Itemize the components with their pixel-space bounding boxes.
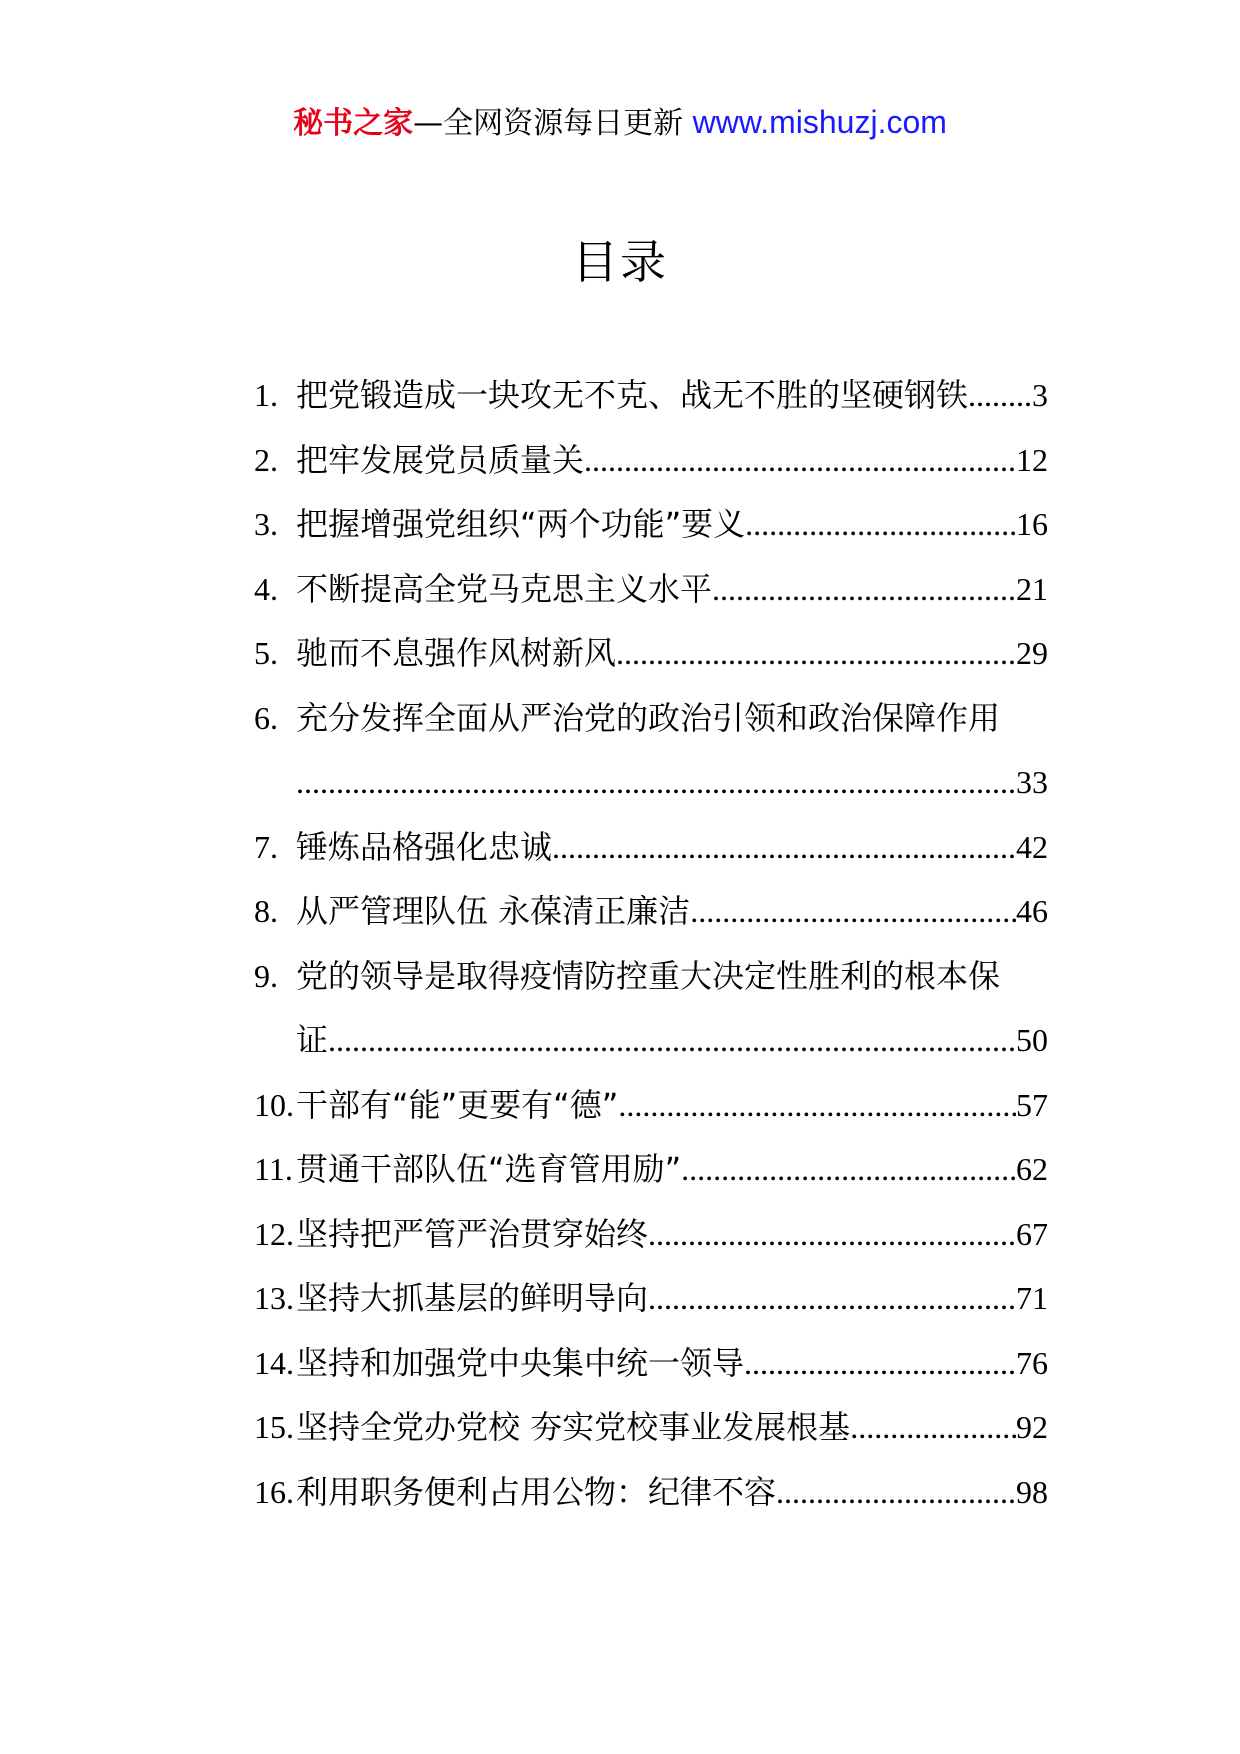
toc-leader-dots bbox=[618, 1080, 1016, 1130]
toc-title: 把握增强党组织“两个功能”要义 bbox=[296, 505, 746, 543]
toc-title: 不断提高全党马克思主义水平 bbox=[296, 569, 713, 608]
toc-entry-6[interactable] bbox=[254, 693, 1048, 822]
toc-entry-1[interactable] bbox=[254, 370, 1048, 435]
toc-page-number: 57 bbox=[1016, 1086, 1048, 1123]
toc-number: 9. bbox=[254, 957, 278, 994]
toc-title: 锤炼品格强化忠诚 bbox=[296, 827, 553, 866]
toc-number: 13. bbox=[254, 1280, 294, 1316]
toc-leader-dots bbox=[968, 370, 1032, 420]
toc-number: 1. bbox=[254, 377, 278, 413]
toc-number: 16. bbox=[254, 1473, 294, 1510]
toc-leader-dots bbox=[616, 628, 1016, 678]
table-of-contents bbox=[254, 370, 1048, 1531]
toc-page-number: 46 bbox=[1016, 893, 1048, 929]
toc-entry-4[interactable] bbox=[254, 564, 1048, 629]
toc-number: 3. bbox=[254, 506, 278, 542]
header-tagline: —全网资源每日更新 bbox=[413, 106, 693, 141]
toc-leader-dots bbox=[776, 1467, 1016, 1517]
toc-leader-dots bbox=[850, 1402, 1016, 1452]
toc-page-number: 71 bbox=[1016, 1280, 1048, 1316]
toc-entry-2[interactable] bbox=[254, 435, 1048, 500]
toc-page-number: 67 bbox=[1016, 1215, 1048, 1252]
toc-title-continued: 证 bbox=[296, 1021, 329, 1059]
toc-number: 10. bbox=[254, 1086, 294, 1123]
toc-leader-dots bbox=[712, 564, 1016, 614]
toc-title: 坚持全党办党校 夯实党校事业发展根基 bbox=[296, 1408, 851, 1446]
site-header bbox=[0, 100, 1240, 146]
toc-leader-dots bbox=[328, 1015, 1016, 1065]
toc-entry-7[interactable] bbox=[254, 822, 1048, 887]
site-url-link[interactable]: www.mishuzj.com bbox=[692, 104, 947, 140]
toc-page-number: 92 bbox=[1016, 1409, 1048, 1445]
toc-title: 坚持把严管严治贯穿始终 bbox=[296, 1214, 649, 1253]
toc-page-number: 62 bbox=[1016, 1151, 1048, 1187]
toc-leader-dots bbox=[584, 435, 1016, 485]
toc-title: 充分发挥全面从严治党的政治引领和政治保障作用 bbox=[296, 698, 1001, 737]
toc-leader-dots bbox=[648, 1273, 1016, 1323]
toc-page-number: 29 bbox=[1016, 635, 1048, 671]
toc-title: 把牢发展党员质量关 bbox=[296, 440, 585, 479]
toc-entry-14[interactable] bbox=[254, 1338, 1048, 1403]
toc-entry-12[interactable] bbox=[254, 1209, 1048, 1274]
toc-number: 2. bbox=[254, 441, 278, 478]
toc-title: 利用职务便利占用公物：纪律不容 bbox=[296, 1472, 777, 1511]
toc-title: 驰而不息强作风树新风 bbox=[296, 634, 617, 672]
toc-title: 把党锻造成一块攻无不克、战无不胜的坚硬钢铁 bbox=[296, 376, 969, 414]
toc-entry-3[interactable] bbox=[254, 499, 1048, 564]
toc-leader-dots bbox=[690, 886, 1016, 936]
toc-number: 11. bbox=[254, 1151, 293, 1187]
toc-number: 8. bbox=[254, 893, 278, 929]
toc-page-number: 33 bbox=[1016, 764, 1048, 800]
toc-leader-dots bbox=[744, 1338, 1016, 1388]
toc-entry-11[interactable] bbox=[254, 1144, 1048, 1209]
toc-page-number: 12 bbox=[1016, 441, 1048, 478]
toc-leader-dots bbox=[648, 1209, 1016, 1259]
toc-title: 坚持大抓基层的鲜明导向 bbox=[296, 1279, 649, 1317]
brand-name: 秘书之家 bbox=[293, 106, 414, 141]
toc-title: 干部有“能”更要有“德” bbox=[296, 1085, 619, 1124]
toc-entry-16[interactable] bbox=[254, 1467, 1048, 1532]
toc-title: 从严管理队伍 永葆清正廉洁 bbox=[296, 892, 691, 930]
toc-entry-8[interactable] bbox=[254, 886, 1048, 951]
toc-title: 坚持和加强党中央集中统一领导 bbox=[296, 1343, 745, 1382]
toc-entry-15[interactable] bbox=[254, 1402, 1048, 1467]
toc-entry-13[interactable] bbox=[254, 1273, 1048, 1338]
page-title: 目录 bbox=[572, 235, 668, 289]
toc-number: 4. bbox=[254, 570, 278, 607]
toc-page-number: 50 bbox=[1016, 1022, 1048, 1058]
toc-leader-dots bbox=[296, 757, 1016, 807]
toc-number: 7. bbox=[254, 828, 278, 865]
toc-entry-9[interactable] bbox=[254, 951, 1048, 1080]
toc-page-number: 3 bbox=[1032, 377, 1048, 413]
toc-title: 贯通干部队伍“选育管用励” bbox=[296, 1150, 682, 1188]
toc-number: 5. bbox=[254, 635, 278, 671]
toc-leader-dots bbox=[552, 822, 1016, 872]
toc-number: 15. bbox=[254, 1409, 294, 1445]
toc-number: 6. bbox=[254, 699, 278, 736]
toc-entry-10[interactable] bbox=[254, 1080, 1048, 1145]
toc-number: 14. bbox=[254, 1344, 294, 1381]
toc-page-number: 42 bbox=[1016, 828, 1048, 865]
toc-leader-dots bbox=[681, 1144, 1016, 1194]
toc-entry-5[interactable] bbox=[254, 628, 1048, 693]
toc-page-number: 98 bbox=[1016, 1473, 1048, 1510]
toc-leader-dots bbox=[745, 499, 1016, 549]
toc-page-number: 16 bbox=[1016, 506, 1048, 542]
toc-title: 党的领导是取得疫情防控重大决定性胜利的根本保 bbox=[296, 956, 1001, 995]
toc-page-number: 76 bbox=[1016, 1344, 1048, 1381]
toc-number: 12. bbox=[254, 1215, 294, 1252]
toc-page-number: 21 bbox=[1016, 570, 1048, 607]
